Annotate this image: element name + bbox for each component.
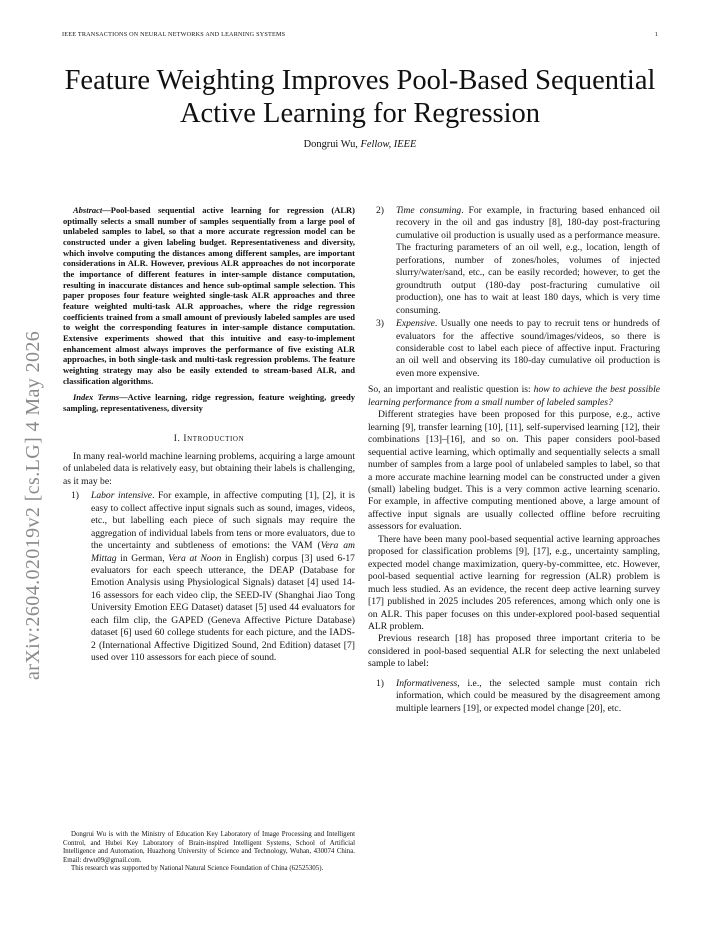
author-line: [0, 139, 720, 150]
list-item-emph: Vera at Noon: [168, 552, 222, 564]
list-number: 1): [71, 490, 79, 502]
list-item-text: in German,: [116, 552, 169, 564]
list-number: 3): [376, 318, 384, 330]
list-item-text: . Usually one needs to pay to recruit tens or hundreds of evaluators for the affective sound/images/videos, so there is considerable cost to label each piece of affective input. Fracturing an oil well and observing its 180-day cumulative oil production is even more expensive.: [396, 318, 660, 379]
abstract-text: —Pool-based sequential active learning for regression (ALR) optimally selects a small number of samples sequentially from a large pool of unlabeled samples to label, so that a more accurate regression model can be constructed under a given labeling budget. Representativeness and diversity, which involve computing the distances among different samples, are important considerations in ALR. However, previous ALR approaches do not incorporate the importance of different features in inter-sample distance computation, resulting in inaccurate distances and hence sub-optimal sample selection. This paper proposes four feature weighted single-task ALR approaches and three feature weighted multi-task ALR approaches, where the ridge regression coefficients trained from a small amount of previously labeled samples are used to weight the corresponding features in inter-sample distance computation. Extensive experiments showed that this intuitive and easy-to-implement enhancement almost always improves the performance of five existing ALR approaches, in both single-task and multi-task regression problems. The feature weighting strategy may also be easily extended to stream-based ALR, and classification algorithms.: [63, 205, 355, 386]
paper-title: [40, 64, 680, 130]
list-item-emph: Vera am Mittag: [91, 540, 355, 564]
challenge-list-continued: [368, 205, 660, 380]
abstract: [63, 205, 355, 386]
question-text: how to achieve the best possible learning performance from a small number of labeled samples?: [368, 384, 660, 408]
section-heading-introduction: I. Introduction: [173, 434, 245, 445]
list-item-text: , i.e., the selected sample must contain rich information, which could be measured by the disagreement among multiple learners [19], or expected model change [20], etc.: [396, 677, 660, 714]
footnote-funding: This research was supported by National Natural Science Foundation of China (62525305).: [71, 865, 324, 872]
abstract-label: Abstract: [73, 205, 103, 215]
criteria-list: [368, 678, 660, 715]
list-item-label: Informativeness: [396, 677, 458, 689]
journal-name: IEEE TRANSACTIONS ON NEURAL NETWORKS AND LEARNING SYSTEMS: [62, 31, 286, 38]
list-number: 1): [376, 677, 384, 689]
list-item-labor: [63, 490, 355, 664]
intro-paragraph-3: There have been many pool-based sequential active learning approaches proposed for classification problems [9], [17], e.g., uncertainty sampling, expected model change maximization, query-by-committee, etc. However, pool-based sequential active learning for regression (ALR) problem is much less studied. As an evidence, the recent deep active learning survey [17] published in 2025 includes 205 references, among which only one is on ALR. This paper focuses on this under-explored pool-based sequential ALR problem.: [368, 533, 660, 632]
list-item-text: . For example, in fracturing based enhanced oil recovery in the oil and gas industry [8], 180-day post-fracturing cumulative oil production is usually used as a performance measure. The fracturing parameters of an oil well, e.g., location, length of perforations, number of zones/holes, volumes of injected slurry/water/sand, etc., can be easily recorded; however, to get the groundtruth output (180-day post-fracturing cumulative oil production), one has to wait at least 180 days, which is very time consuming.: [396, 205, 660, 316]
list-item-label: Time consuming: [396, 205, 462, 216]
footnote-affiliation: Dongrui Wu is with the Ministry of Education Key Laboratory of Image Processing and Intelligent Control, and Hubei Key Laboratory of Brain-inspired Intelligent Systems, School of Artificial Intelligence and Automation, Huazhong University of Science and Technology, Wuhan, 430074 China. Email: drwu09@gmail.com.: [63, 831, 355, 864]
left-column: [63, 205, 355, 667]
list-item-text: in English) corpus [3] used 6-17 evaluators for each speech utterance, the DEAP (Database for Emotion Analysis using Physiological Signals) dataset [4] used 14-16 assessors for each video clip, the SEED-IV (Shanghai Jiao Tong University Emotion EEG Dataset) dataset [5] used 44 evaluators for each film clip, the GAPED (Geneva Affective Picture Database) dataset [6] used 60 college students for each picture, and the IADS-2 (International Affective Digitized Sound, 2nd Edition) dataset [7] used over 110 assessors for each piece of sound.: [91, 552, 355, 664]
footnote: [63, 831, 355, 874]
intro-paragraph-4: Previous research [18] has proposed three important criteria to be considered in pool-based sequential ALR for selecting the next unlabeled sample to label:: [368, 633, 660, 670]
arxiv-stamp: arXiv:2604.02019v2 [cs.LG] 4 May 2026: [22, 330, 44, 680]
author-role: Fellow, IEEE: [360, 139, 417, 150]
title-line-2: Active Learning for Regression: [179, 98, 541, 129]
question-lead: So, an important and realistic question is:: [368, 384, 534, 396]
intro-paragraph-2: Different strategies have been proposed for this purpose, e.g., active learning [9], transfer learning [10], [11], self-supervised learning [12], their combinations [13]–[16], and so on. This paper considers pool-based sequential active learning, which optimally and sequentially selects a small number of samples from a large pool of unlabeled samples to label, so that a more accurate machine learning model can be constructed under a given (small) labeling budget. This is a very common active learning scenario. For example, in affective computing mentioned above, a large amount of affective input signals are usually collected offline before recruiting assessors for evaluation.: [368, 409, 660, 533]
author-name: Dongrui Wu,: [303, 139, 358, 150]
running-head: [62, 31, 658, 38]
list-item-time: [368, 205, 660, 317]
list-number: 2): [376, 205, 384, 216]
list-item-informativeness: [368, 678, 660, 715]
page-number: 1: [654, 31, 658, 38]
list-item-text: . For example, in affective computing [1], [2], it is easy to collect affective input signals such as sound, images, videos, etc., but labelling each piece of such signals may require the aggregation of individual labels from tens or more evaluators, due to the uncertainty and subtleness of emotions: the VAM (: [91, 490, 355, 552]
research-question: [368, 384, 660, 409]
list-item-label: Expensive: [396, 318, 435, 330]
index-terms: [63, 392, 355, 413]
challenge-list: [63, 490, 355, 664]
index-terms-text: —Active learning, ridge regression, feature weighting, greedy sampling, representativeness, diversity: [63, 392, 355, 413]
intro-paragraph-1: In many real-world machine learning problems, acquiring a large amount of unlabeled data is relatively easy, but obtaining their labels is challenging, as it may be:: [63, 450, 355, 487]
list-item-label: Labor intensive: [91, 490, 153, 502]
title-line-1: Feature Weighting Improves Pool-Based Sequential: [64, 65, 656, 96]
right-column: [368, 205, 660, 717]
list-item-expensive: [368, 318, 660, 380]
index-terms-label: Index Terms: [73, 392, 120, 403]
